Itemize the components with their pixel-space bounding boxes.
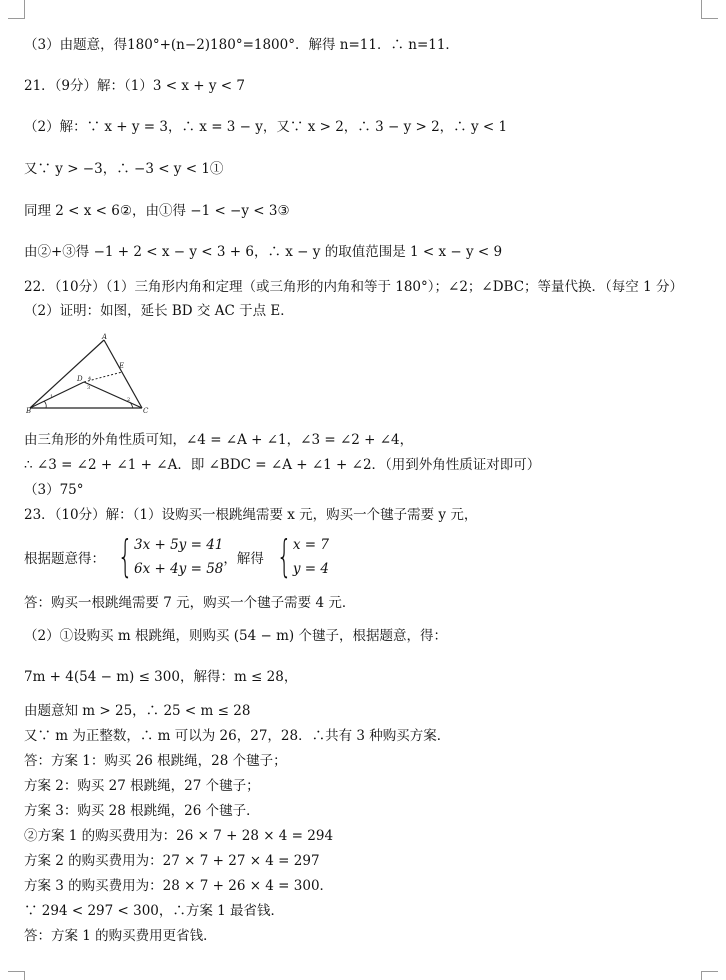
crop-mark-top-right — [701, 0, 718, 19]
answer-22-2-step2: ∴ ∠3 = ∠2 + ∠1 + ∠A．即 ∠BDC = ∠A + ∠1 + ∠2．（用到外角性质证对即可） — [24, 457, 541, 473]
answer-23-2-cost3: 方案 3 的购买费用为：28 × 7 + 26 × 4 = 300． — [24, 878, 334, 894]
left-brace-2: { — [276, 531, 292, 582]
answer-23-2-plan3: 方案 3：购买 28 根跳绳，26 个毽子． — [24, 803, 260, 819]
label-a: A — [102, 333, 108, 341]
crop-mark-bottom-left — [8, 971, 25, 980]
label-angle-1: 1 — [50, 394, 54, 400]
system1-eq2: 6x + 4y = 58 — [134, 561, 224, 577]
answer-23-2-compare: ∵ 294 < 297 < 300，∴方案 1 最省钱． — [24, 903, 285, 919]
label-angle-2: 2 — [127, 397, 131, 403]
label-angle-4: 4 — [88, 376, 92, 382]
answer-23-2-cost1: ②方案 1 的购买费用为：26 × 7 + 28 × 4 = 294 — [24, 828, 334, 844]
system2-eq2: y = 4 — [292, 561, 330, 577]
answer-23-2-final: 答：方案 1 的购买费用更省钱． — [24, 928, 217, 944]
answer-22-2-intro: （2）证明：如图，延长 BD 交 AC 于点 E． — [24, 303, 294, 319]
equation-system-1 — [134, 533, 223, 581]
answer-23-2-plan2: 方案 2：购买 27 根跳绳，27 个毽子； — [24, 778, 260, 794]
answer-23-2-inequality: 7m + 4(54 − m) ≤ 300，解得：m ≤ 28， — [24, 669, 298, 685]
answer-23-2-cost2: 方案 2 的购买费用为：27 × 7 + 27 × 4 = 297 — [24, 853, 320, 869]
answer-23-2-range: 由题意知 m > 25，∴ 25 < m ≤ 28 — [24, 703, 251, 719]
triangle-figure — [26, 332, 156, 414]
label-d: D — [77, 375, 83, 383]
label-angle-3: 3 — [87, 385, 91, 391]
left-brace: { — [117, 531, 133, 582]
answer-23-2-setup: （2）①设购买 m 根跳绳，则购买 (54 − m) 个毽子，根据题意，得： — [24, 628, 447, 644]
solve-text: ，解得 — [223, 551, 264, 567]
answer-21-2-step4: 由②+③得 −1 + 2 < x − y < 3 + 6，∴ x − y 的取值范围是 1 < x − y < 9 — [24, 244, 503, 260]
label-c: C — [143, 407, 149, 414]
answer-23-2-cases: 又∵ m 为正整数，∴ m 可以为 26，27，28．∴共有 3 种购买方案． — [24, 728, 451, 744]
answer-21-2-step2: 又∵ y > −3，∴ −3 < y < 1① — [24, 161, 224, 177]
answer-21-2-step1: （2）解：∵ x + y = 3，∴ x = 3 − y，又∵ x > 2，∴ 3 − y > 2，∴ y < 1 — [24, 119, 508, 135]
answer-22-2-step1: 由三角形的外角性质可知，∠4 = ∠A + ∠1，∠3 = ∠2 + ∠4， — [24, 432, 414, 448]
equation-system-row — [24, 533, 329, 581]
label-b: B — [26, 407, 32, 414]
crop-mark-top-left — [8, 0, 25, 19]
equation-system-2 — [293, 533, 329, 581]
system-prefix: 根据题意得： — [24, 551, 105, 567]
answer-20-3: （3）由题意，得180°+(n−2)180°=1800°．解得 n=11．∴ n=11． — [24, 37, 459, 53]
answer-23-2-plan1: 答：方案 1：购买 26 根跳绳，28 个毽子； — [24, 753, 287, 769]
answer-21-1: 21．（9分）解：（1）3 < x + y < 7 — [24, 78, 245, 94]
answer-22-1: 22．（10分）（1）三角形内角和定理（或三角形的内角和等于 180°）；∠2；∠DBC；等量代换．（每空 1 分） — [24, 279, 683, 295]
crop-mark-bottom-right — [701, 971, 718, 980]
system1-eq1: 3x + 5y = 41 — [134, 537, 224, 553]
answer-21-2-step3: 同理 2 < x < 6②，由①得 −1 < −y < 3③ — [24, 203, 290, 219]
answer-23-1-setup: 23．（10分）解：（1）设购买一根跳绳需要 x 元，购买一个毽子需要 y 元， — [24, 507, 478, 523]
answer-23-1-conclusion: 答：购买一根跳绳需要 7 元，购买一个毽子需要 4 元． — [24, 595, 356, 611]
label-e: E — [119, 362, 125, 370]
system2-eq1: x = 7 — [292, 537, 329, 553]
answer-22-3: （3）75° — [24, 482, 84, 498]
